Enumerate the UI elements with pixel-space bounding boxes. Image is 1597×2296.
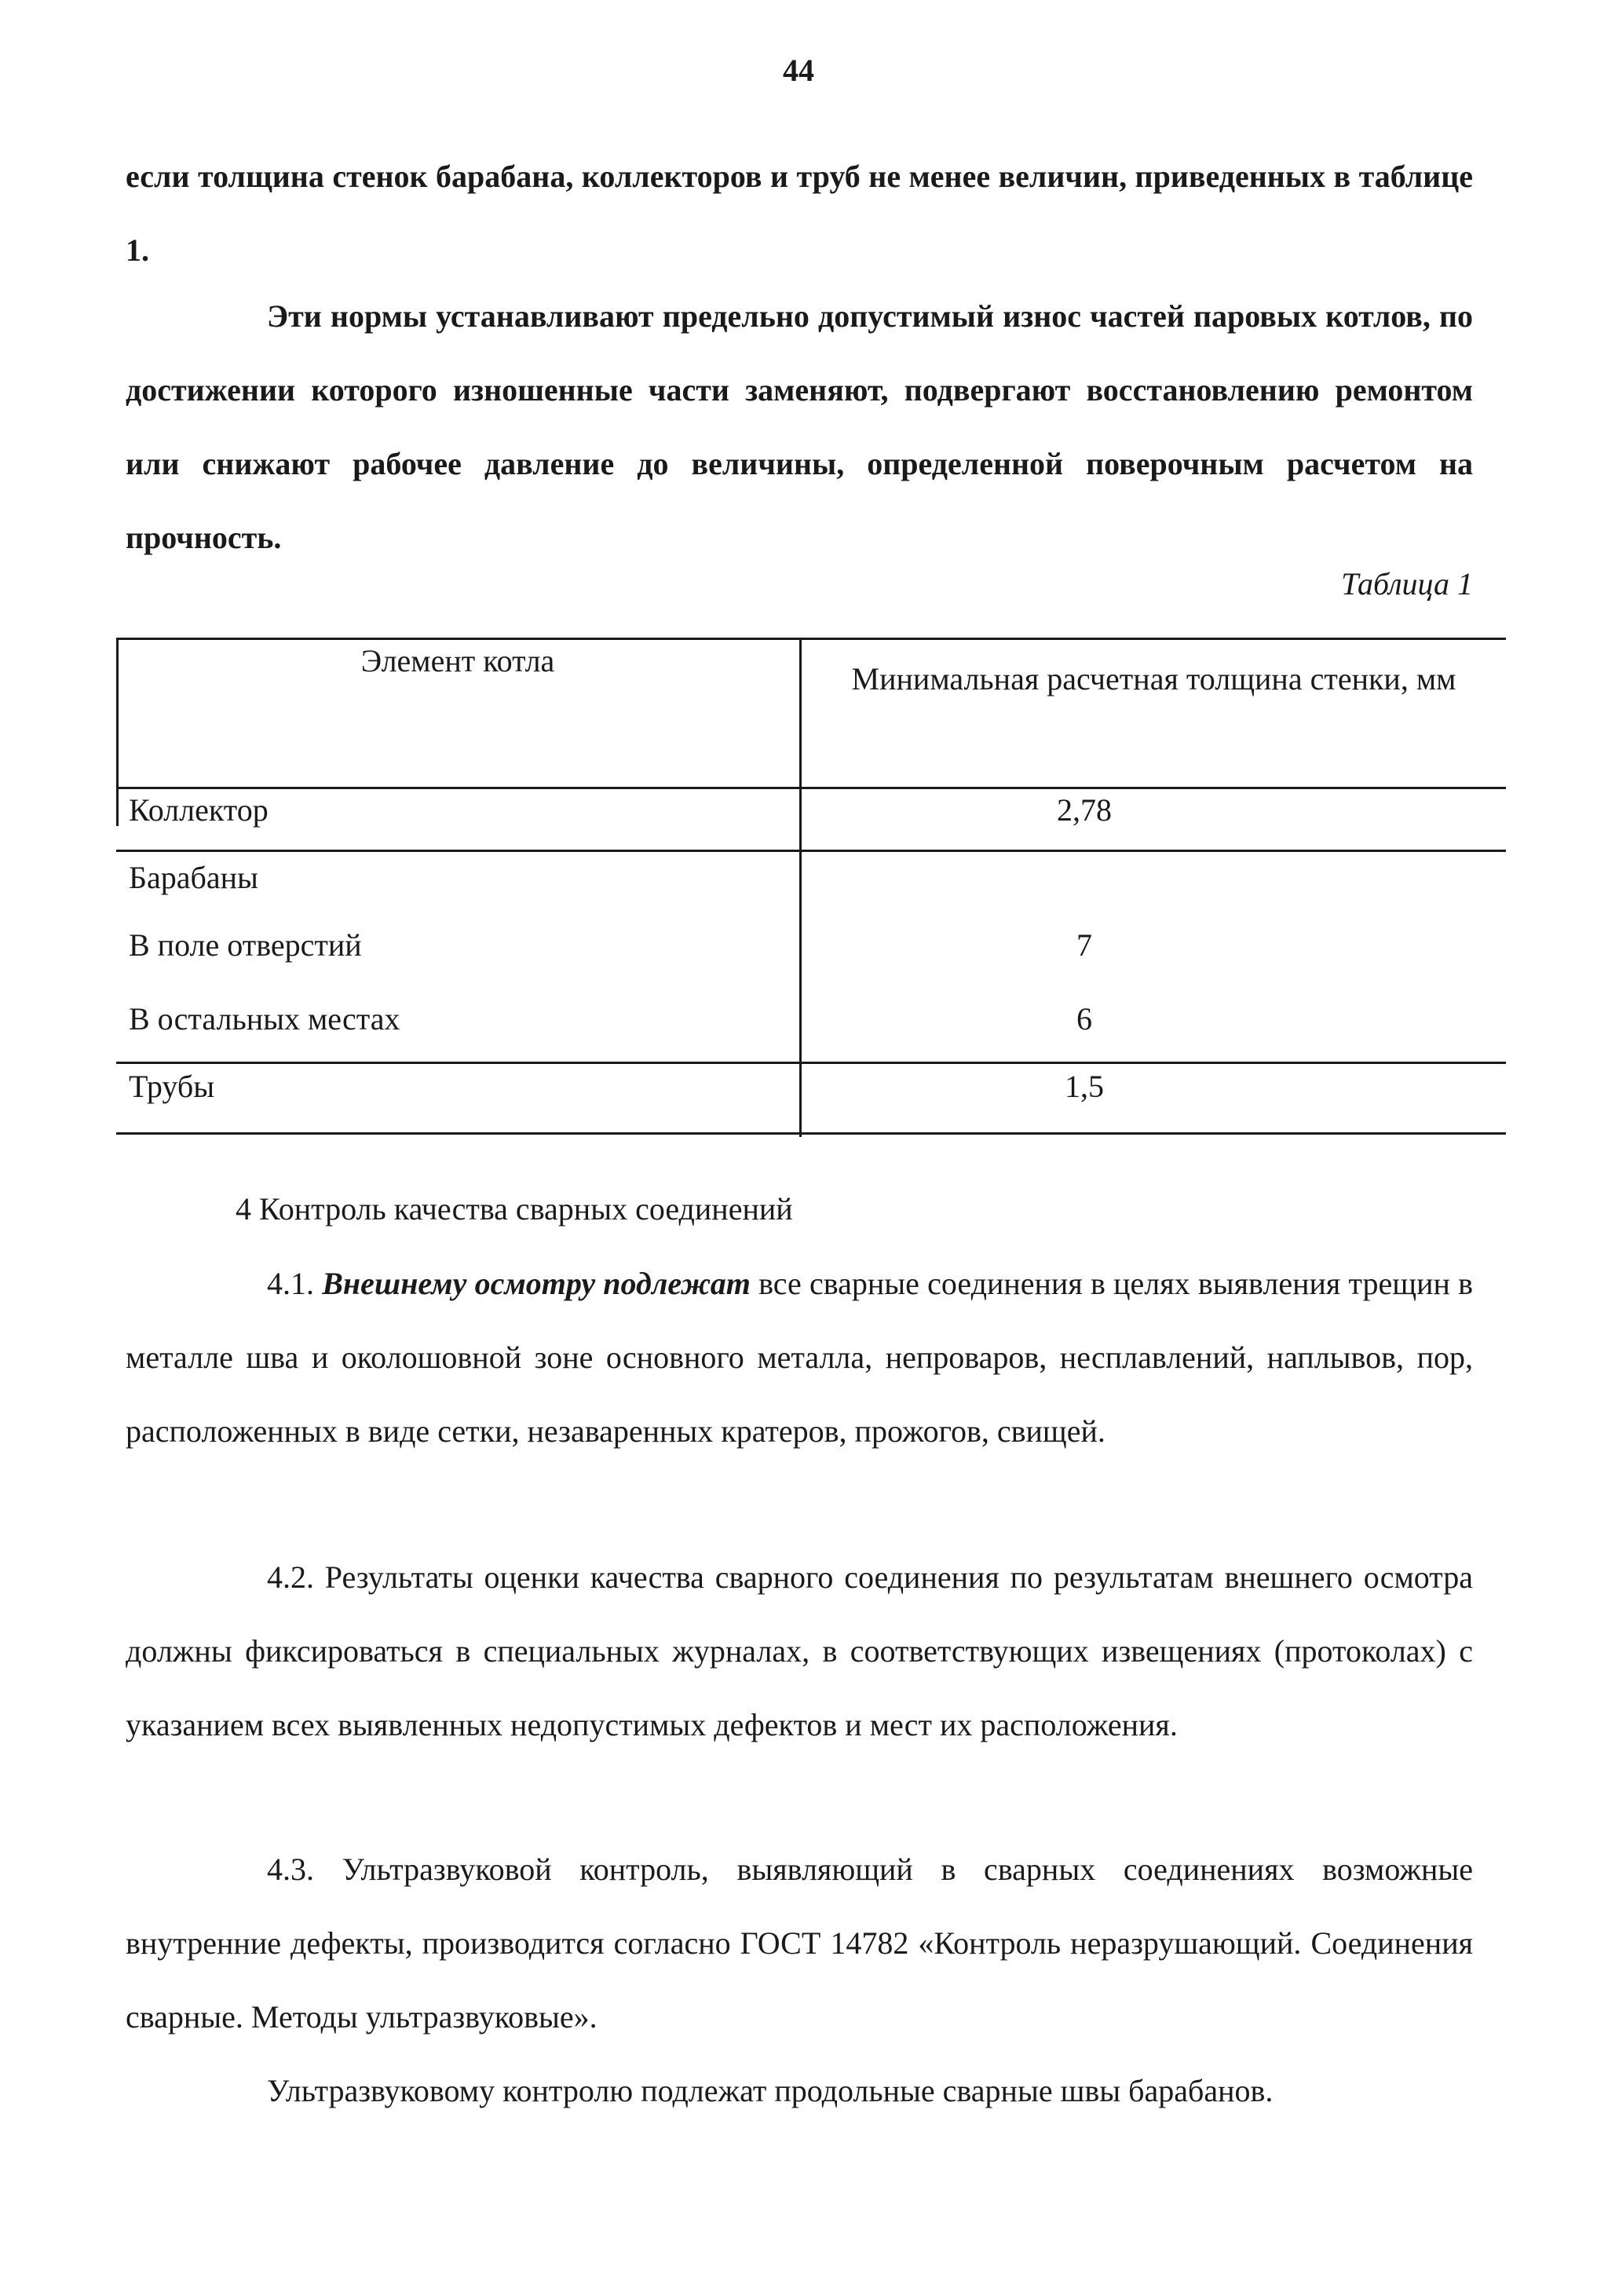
row-rule [116,1062,1506,1064]
row-label: В поле отверстий [129,927,362,963]
paragraph-4-1-text: все сварные соединения в целях выявления трещин в металле шва и околошовной зоне основного металла, непроваров, несплавлений, наплывов, пор, расположенных в виде сетки, незаваренных кратеров, прожогов, свищей. [126,1266,1474,1449]
page-number: 44 [783,53,814,88]
row-value: 6 [1076,1001,1092,1036]
wall-thickness-table [116,638,1506,1137]
paragraph-4-1-lead: Внешнему осмотру подлежат [322,1266,751,1301]
row-rule [116,850,1506,852]
table-top-rule [116,638,1506,640]
row-label: Барабаны [129,860,258,895]
paragraph-ultrasonic-drums: Ультразвуковому контролю подлежат продольные сварные швы барабанов. [267,2073,1274,2108]
paragraph-norms: Эти нормы устанавливают предельно допустимый износ частей паровых котлов, по достижении которого изношенные части заменяют, подвергают восстановлению ремонтом или снижают рабочее давление до величины, определенной поверочным расчетом на прочность. [126,298,1473,555]
header-rule [116,787,1506,789]
row-label: В остальных местах [129,1001,400,1036]
row-label: Коллектор [129,792,269,828]
paragraph-4-1-number: 4.1. [267,1266,314,1301]
paragraph-4-1 [126,1247,1473,1468]
table-caption: Таблица 1 [1341,566,1473,601]
table-bottom-rule [116,1132,1506,1135]
header-element: Элемент котла [360,643,555,678]
row-value: 2,78 [1057,792,1112,828]
row-label: Трубы [129,1069,215,1104]
header-thickness: Минимальная расчетная толщина стенки, мм [851,661,1456,696]
paragraph-4-2: 4.2. Результаты оценки качества сварного соединения по результатам внешнего осмотра должны фиксироваться в специальных журналах, в соответствующих извещениях (протоколах) с указанием всех выявленных недопустимых дефектов и мест их расположения. [126,1559,1473,1742]
row-value: 1,5 [1065,1069,1104,1104]
paragraph-continuation: если толщина стенок барабана, коллекторов и труб не менее величин, приведенных в таблице 1. [126,159,1473,268]
row-value: 7 [1076,927,1092,963]
paragraph-4-3: 4.3. Ультразвуковой контроль, выявляющий в сварных соединениях возможные внутренние дефекты, производится согласно ГОСТ 14782 «Контроль неразрушающий. Соединения сварные. Методы ультразвуковые». [126,1852,1473,2035]
section-heading: 4 Контроль качества сварных соединений [236,1191,793,1227]
